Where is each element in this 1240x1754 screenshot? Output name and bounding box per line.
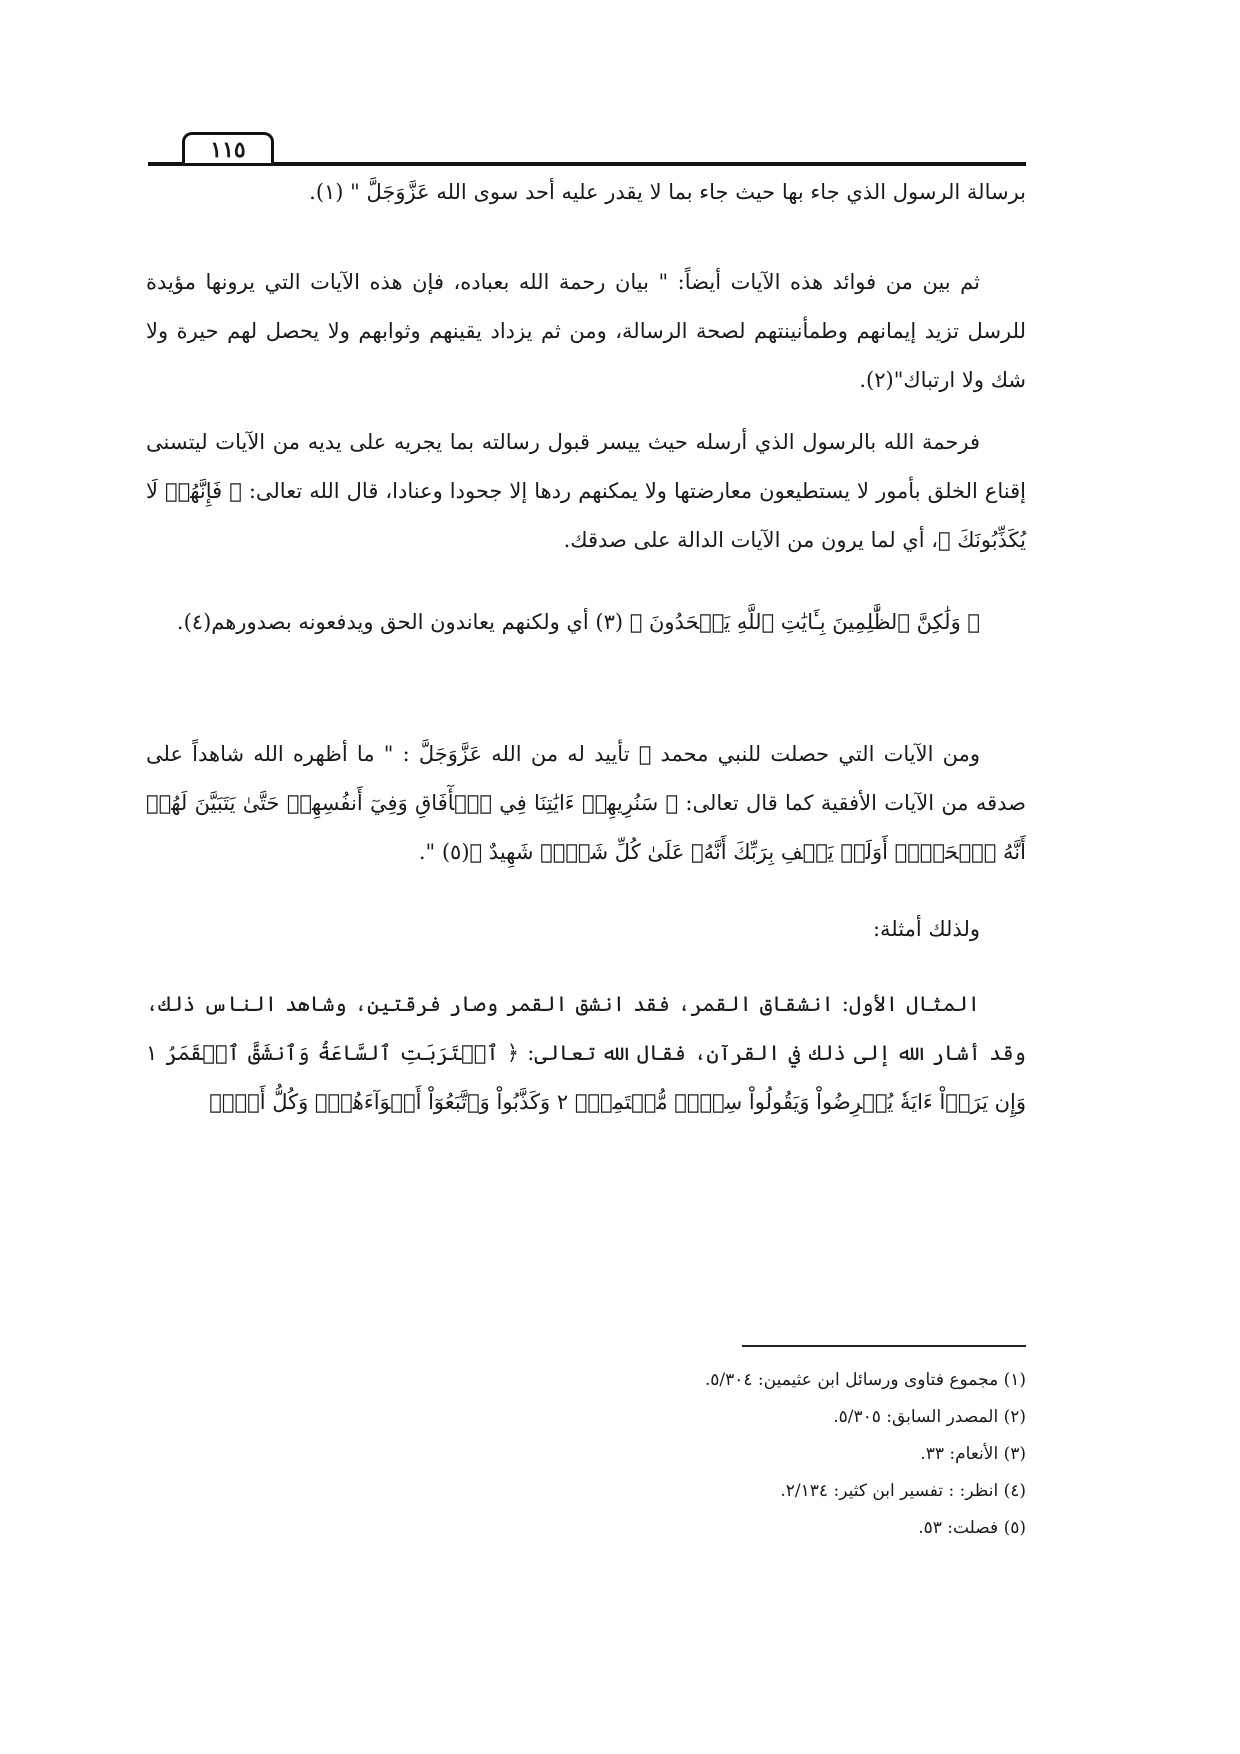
footnote-3: (٣) الأنعام: ٣٣. <box>920 1444 1026 1464</box>
paragraph-7: المثال الأول: انشقاق القمر، فقد انشق القمر وصار فرقتين، وشاهد الناس ذلك، وقد أشار الله إلى ذلك في القرآن، فقال الله تعالى: ﴿ ٱقۡتَرَبَتِ ٱلسَّاعَةُ وَٱنشَقَّ ٱلۡقَمَرُ ١ وَإِن يَرَوۡاْ ءَايَةٗ يُعۡرِضُواْ وَيَقُولُواْ سِحۡرٞ مُّسۡتَمِرّٞ ٢ وَكَذَّبُواْ وَٱتَّبَعُوٓاْ أَهۡوَآءَهُمۡۚ وَكُلُّ أَمۡرٖ <box>146 992 1026 1114</box>
footnote-separator <box>742 1345 1026 1347</box>
paragraph-1: برسالة الرسول الذي جاء بها حيث جاء بما لا يقدر عليه أحد سوى الله عَزَّوَجَلَّ " (١). <box>309 180 1026 204</box>
paragraph-2: ثم بين من فوائد هذه الآيات أيضاً: " بيان رحمة الله بعباده، فإن هذه الآيات التي يرونها مؤيدة للرسل تزيد إيمانهم وطمأنينتهم لصحة الرسالة، ومن ثم يزداد يقينهم وثوابهم ولا يحصل لهم حيرة ولا شك ولا ارتباك"(٢). <box>146 270 1026 392</box>
header-rule <box>148 162 1026 166</box>
page-header <box>148 128 1026 168</box>
footnote-1: (١) مجموع فتاوى ورسائل ابن عثيمين: ٥/٣٠٤. <box>704 1370 1026 1390</box>
paragraph-5: ومن الآيات التي حصلت للنبي محمد ﷺ تأييد له من الله عَزَّوَجَلَّ : " ما أظهره الله شاهداً على صدقه من الآيات الأفقية كما قال تعالى: ﴿ سَنُرِيهِمۡ ءَايَٰتِنَا فِي ٱلۡأٓفَاقِ وَفِيٓ أَنفُسِهِمۡ حَتَّىٰ يَتَبَيَّنَ لَهُمۡ أَنَّهُ ٱلۡحَقُّۗ أَوَلَمۡ يَكۡفِ بِرَبِّكَ أَنَّهُۥ عَلَىٰ كُلِّ شَيۡءٖ شَهِيدٌ ﴾(٥) ". <box>146 742 1026 864</box>
page-number: ١١٥ <box>182 132 274 163</box>
footnote-4: (٤) انظر: : تفسير ابن كثير: ٢/١٣٤. <box>780 1481 1026 1501</box>
footnote-5: (٥) فصلت: ٥٣. <box>918 1518 1026 1538</box>
footnote-2: (٢) المصدر السابق: ٥/٣٠٥. <box>833 1407 1026 1427</box>
paragraph-6: ولذلك أمثلة: <box>872 917 980 941</box>
paragraph-4: ﴿ وَلَٰكِنَّ ٱلظَّٰلِمِينَ بِـَٔايَٰتِ ٱللَّهِ يَجۡحَدُونَ ﴾ (٣) أي ولكنهم يعاندون الحق ويدفعونه بصدورهم(٤). <box>176 610 980 634</box>
paragraph-3: فرحمة الله بالرسول الذي أرسله حيث ييسر قبول رسالته بما يجريه على يديه من الآيات ليتسنى إقناع الخلق بأمور لا يستطيعون معارضتها ولا يمكنهم ردها إلا جحودا وعنادا، قال الله تعالى: ﴿ فَإِنَّهُمۡ لَا يُكَذِّبُونَكَ ﴾، أي لما يرون من الآيات الدالة على صدقك. <box>146 430 1026 552</box>
footnotes-list <box>146 1362 1026 1547</box>
